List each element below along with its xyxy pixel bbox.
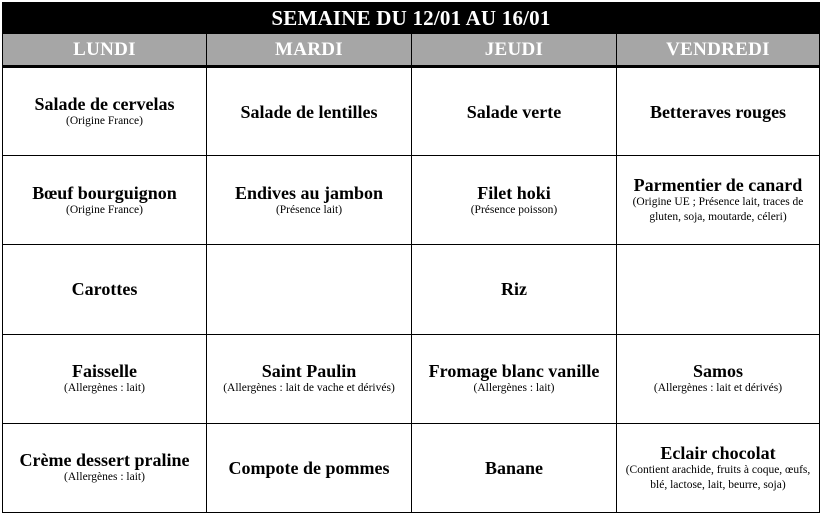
dish-name: Saint Paulin bbox=[261, 361, 357, 382]
menu-cell bbox=[3, 66, 207, 155]
dish-note: (Contient arachide, fruits à coque, œufs, blé, lactose, lait, beurre, soja) bbox=[625, 463, 811, 491]
day-header-jeudi: JEUDI bbox=[412, 34, 617, 66]
dish-name: Betteraves rouges bbox=[649, 101, 787, 122]
dish-name: Bœuf bourguignon bbox=[32, 182, 177, 203]
dish-note: (Origine France) bbox=[66, 115, 143, 128]
menu-cell bbox=[617, 66, 819, 155]
dish-note: (Allergènes : lait) bbox=[64, 471, 145, 484]
dish-name: Compote de pommes bbox=[228, 457, 390, 478]
dish-name: Riz bbox=[501, 279, 527, 300]
dish-name: Faisselle bbox=[72, 361, 137, 382]
menu-cell bbox=[207, 155, 412, 244]
menu-cell bbox=[3, 334, 207, 423]
menu-cell bbox=[412, 423, 617, 512]
dish-note: (Origine France) bbox=[66, 203, 143, 216]
dish-name: Crème dessert praline bbox=[19, 450, 190, 471]
dish-note: (Allergènes : lait et dérivés) bbox=[653, 382, 783, 395]
dish-name: Fromage blanc vanille bbox=[428, 361, 600, 382]
dish-name: Parmentier de canard bbox=[633, 175, 803, 196]
dish-name: Samos bbox=[692, 361, 743, 382]
menu-cell bbox=[207, 423, 412, 512]
menu-cell bbox=[412, 244, 617, 333]
dish-name: Carottes bbox=[71, 279, 138, 300]
day-header-mardi: MARDI bbox=[207, 34, 412, 66]
dish-note: (Allergènes : lait) bbox=[473, 382, 555, 395]
menu-cell bbox=[412, 66, 617, 155]
dish-note: (Allergènes : lait de vache et dérivés) bbox=[223, 382, 395, 395]
menu-cell bbox=[412, 334, 617, 423]
menu-cell bbox=[3, 423, 207, 512]
dish-name: Eclair chocolat bbox=[660, 442, 776, 463]
menu-title: SEMAINE DU 12/01 AU 16/01 bbox=[3, 3, 819, 34]
menu-cell bbox=[207, 66, 412, 155]
day-header-lundi: LUNDI bbox=[3, 34, 207, 66]
dish-name: Salade de cervelas bbox=[34, 94, 175, 115]
menu-cell bbox=[3, 155, 207, 244]
dish-note: (Origine UE ; Présence lait, traces de gluten, soja, moutarde, céleri) bbox=[632, 196, 804, 224]
dish-note: (Présence poisson) bbox=[470, 203, 558, 216]
day-header-vendredi: VENDREDI bbox=[617, 34, 819, 66]
menu-cell bbox=[617, 244, 819, 333]
menu-cell bbox=[617, 155, 819, 244]
menu-cell bbox=[207, 334, 412, 423]
dish-name: Salade verte bbox=[466, 101, 562, 122]
menu-cell bbox=[3, 244, 207, 333]
dish-name: Endives au jambon bbox=[234, 182, 384, 203]
menu-grid bbox=[3, 34, 819, 512]
menu-cell bbox=[617, 423, 819, 512]
dish-note: (Allergènes : lait) bbox=[64, 382, 145, 395]
menu-cell bbox=[207, 244, 412, 333]
dish-name: Filet hoki bbox=[477, 182, 551, 203]
menu-cell bbox=[412, 155, 617, 244]
dish-note: (Présence lait) bbox=[275, 203, 343, 216]
dish-name: Banane bbox=[484, 457, 544, 478]
weekly-menu-table bbox=[2, 2, 820, 513]
menu-cell bbox=[617, 334, 819, 423]
dish-name: Salade de lentilles bbox=[240, 101, 378, 122]
